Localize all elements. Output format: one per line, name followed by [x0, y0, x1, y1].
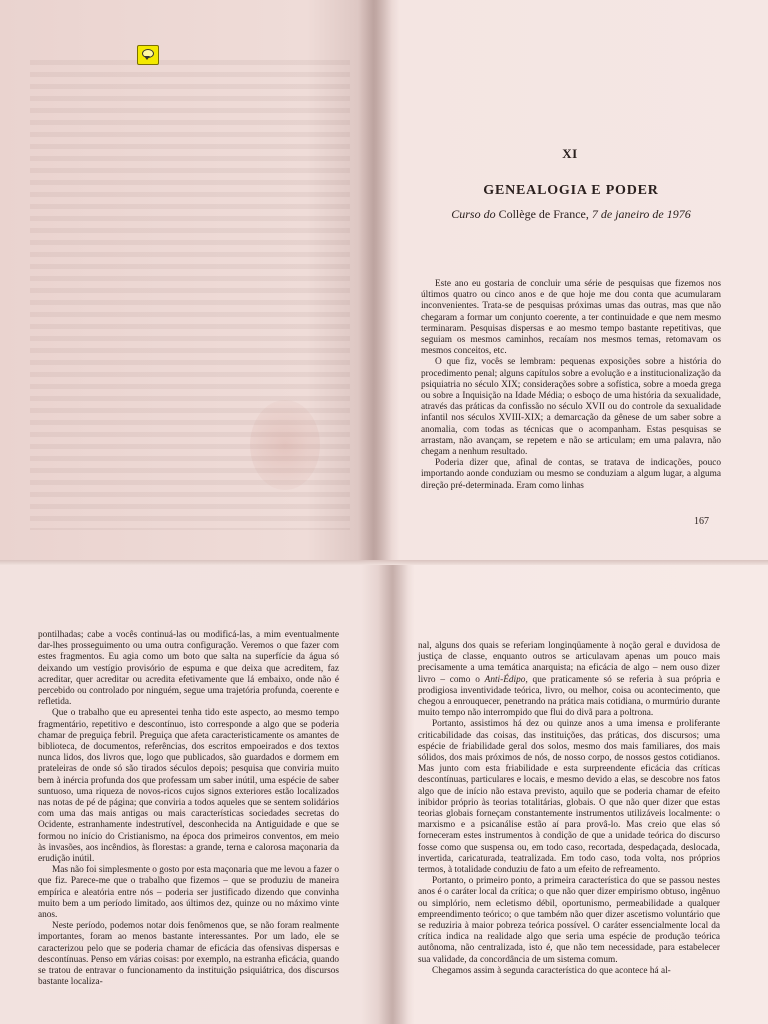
bottom-book-spread — [0, 565, 768, 1024]
paragraph: O que fiz, vocês se lembram: pequenas exposições sobre a história do procedimento penal; alguns capítulos sobre a evolução e a institucionalização da psiquiatria no século XIX; considerações sobre a sofística, sobre a moeda grega ou sobre a Inquisição na Idade Média; o esboço de uma história da sexualidade, através das práticas da confissão no século XVII ou do controle da sexualidade infantil nos séculos XVIII-XIX; a demarcação da gênese de um saber sobre a anomalia, com todas as técnicas que o acompanham. Estas pesquisas se arrastam, não avançam, se repetem e não se articulam; em uma palavra, não chegam a nenhum resultado. — [421, 357, 721, 458]
page-169-body — [418, 641, 720, 977]
subtitle-pre: Curso do — [451, 207, 496, 221]
page-167-body — [421, 279, 721, 492]
chapter-number: XI — [562, 146, 578, 161]
paragraph: Este ano eu gostaria de concluir uma série de pesquisas que fizemos nos últimos quatro ou cinco anos e de que hoje me dou conta que acumularam inconvenientes. Trata-se de pesquisas próximas umas das outras, mas que não chegaram a formar um conjunto coerente, a ter continuidade e que nem mesmo terminaram. Pesquisas dispersas e ao mesmo tempo bastante repetitivas, que seguiam os mesmos caminhos, recaíam nos mesmos temas, retomavam os mesmos conceitos, etc. — [421, 279, 721, 357]
paragraph: Que o trabalho que eu apresentei tenha tido este aspecto, ao mesmo tempo fragmentário, repetitivo e descontínuo, isto corresponde a algo que se poderia chamar de preguiça febril. Preguiça que afeta caracteristicamente os amantes de biblioteca, de documentos, referências, dos escritos empoeirados e dos textos nunca lidos, dos livros que, logo que publicados, são guardados e dormem em prateleiras de onde só são tirados séculos depois; pesquisa que conviria muito bem à inércia profunda dos que professam um saber inútil, uma espécie de saber suntuoso, uma riqueza de novos-ricos cujos signos exteriores estão localizados nas notas de pé de página; que conviria a todos aqueles que se sentem solidários com uma das mais antigas ou mais características sociedades secretas do Ocidente, estranhamente indestrutível, desconhecida na Antiguidade e que se formou no início do Cristianismo, na época dos primeiros conventos, em meio às invasões, aos incêndios, às florestas: a grande, terna e calorosa maçonaria da erudição inútil. — [38, 708, 339, 865]
paragraph: Poderia dizer que, afinal de contas, se tratava de indicações, pouco importando aonde conduziam ou mesmo se conduziam a algum lugar, a alguma direção pré-determinada. Eram como linhas — [421, 458, 721, 491]
comment-note-icon[interactable] — [137, 45, 159, 65]
text-run: , que praticamente só se referia à sua própria e prodigiosa inventividade teórica, livro, ou melhor, coisa ou acontecimento, que chegou a enrouquecer, penetrando na prática mais cotidiana, o murmúrio durante muito tempo não interrompido que flui do divã para a poltrona. — [418, 674, 720, 719]
paragraph — [418, 641, 720, 719]
chapter-subtitle — [420, 207, 722, 222]
paragraph: Portanto, assistimos há dez ou quinze anos a uma imensa e proliferante criticabilidade das coisas, das instituições, das práticas, dos discursos; uma espécie de friabilidade geral dos solos, mesmo dos mais familiares, dos mais sólidos, dos mais próximos de nós, de nosso corpo, de nossos gestos cotidianos. Mas junto com esta friabilidade e esta surpreendente eficácia das críticas descontínuas, particulares e locais, e mesmo devido a elas, se descobre nos fatos algo que de início não estava previsto, aquilo que se poderia chamar de efeito inibidor próprio às teorias totalitárias, globais. O que não quer dizer que estas teorias globais forneçam constantemente instrumentos utilizáveis localmente: o marxismo e a psicanálise estão aí para provâ-lo. Mas creio que elas só forneceram estes instrumentos à condição de que a unidade teórica do discurso fosse como que suspensa ou, em todo caso, recortada, despedaçada, deslocada, invertida, caricaturada, teatralizada. Em todo caso, toda volta, nos próprios termos, à totalidade conduziu de fato a um efeito de refreamento. — [418, 719, 720, 876]
subtitle-date: 7 de janeiro de 1976 — [591, 207, 691, 221]
text-run: nal, alguns dos quais se referiam longinqüamente à noção geral e duvidosa de justiça de classe, enquanto outros se articulavam apenas um pouco mais precisamente a uma temática anarquista; na eficácia de algo – nem ouso dizer livro – como o — [418, 641, 720, 685]
book-gutter — [378, 565, 408, 1024]
speech-bubble-tail — [144, 56, 150, 60]
paragraph: Chegamos assim à segunda característica do que acontece há al- — [432, 965, 671, 976]
paragraph: pontilhadas; cabe a vocês continuá-las ou modificá-las, a mim eventualmente dar-lhes prosseguimento ou uma outra configuração. Veremos o que fazer com estes fragmentos. Eu agia como um boto que salta na superfície da água só deixando um vestígio provisório de espuma e que deixa que acreditem, faz acreditar, quer acreditar ou acredita efetivamente que lá embaixo, onde não é percebido ou controlado por ninguém, segue uma trajetória profunda, coerente e refletida. — [38, 630, 339, 708]
page-number: 167 — [694, 516, 709, 527]
book-gutter — [358, 0, 392, 565]
paragraph: Mas não foi simplesmente o gosto por esta maçonaria que me levou a fazer o que fiz. Parece-me que o trabalho que fizemos – que se produziu de maneira empírica e aleatória entre nós – poderia ser justificado dizendo que convinha muito bem a um período limitado, aos últimos dez, quinze ou no máximo vinte anos. — [38, 865, 339, 921]
book-title: Anti-Édipo — [484, 674, 526, 685]
paper-stain — [250, 400, 320, 490]
subtitle-institution: Collège de France, — [498, 207, 589, 221]
page-168-body — [38, 630, 339, 989]
paragraph: Portanto, o primeiro ponto, a primeira característica do que se passou nestes anos é o caráter local da crítica; o que não quer dizer empirismo obtuso, ingênuo ou simplório, nem ecletismo débil, oportunismo, permeabilidade a qualquer empreendimento teórico; o que também não quer dizer ascetismo voluntário que se reduziria à maior pobreza teórica possível. O caráter essencialmente local da crítica indica na realidade algo que seria uma espécie de produção teórica autônoma, não centralizada, isto é, que não tem necessidade, para estabelecer sua validade, da concordância de um sistema comum. — [418, 876, 720, 965]
paragraph: Neste período, podemos notar dois fenômenos que, se não foram realmente importantes, foram ao menos bastante interessantes. Por um lado, ele se caracterizou pelo que se poderia chamar de eficácia das ofensivas dispersas e descontínuas. Penso em várias coisas: por exemplo, na estranha eficácia, quando se tratou de entravar o funcionamento da instituição psiquiátrica, dos discursos bastante localiza- — [38, 921, 339, 988]
chapter-title: GENEALOGIA E PODER — [483, 183, 659, 198]
